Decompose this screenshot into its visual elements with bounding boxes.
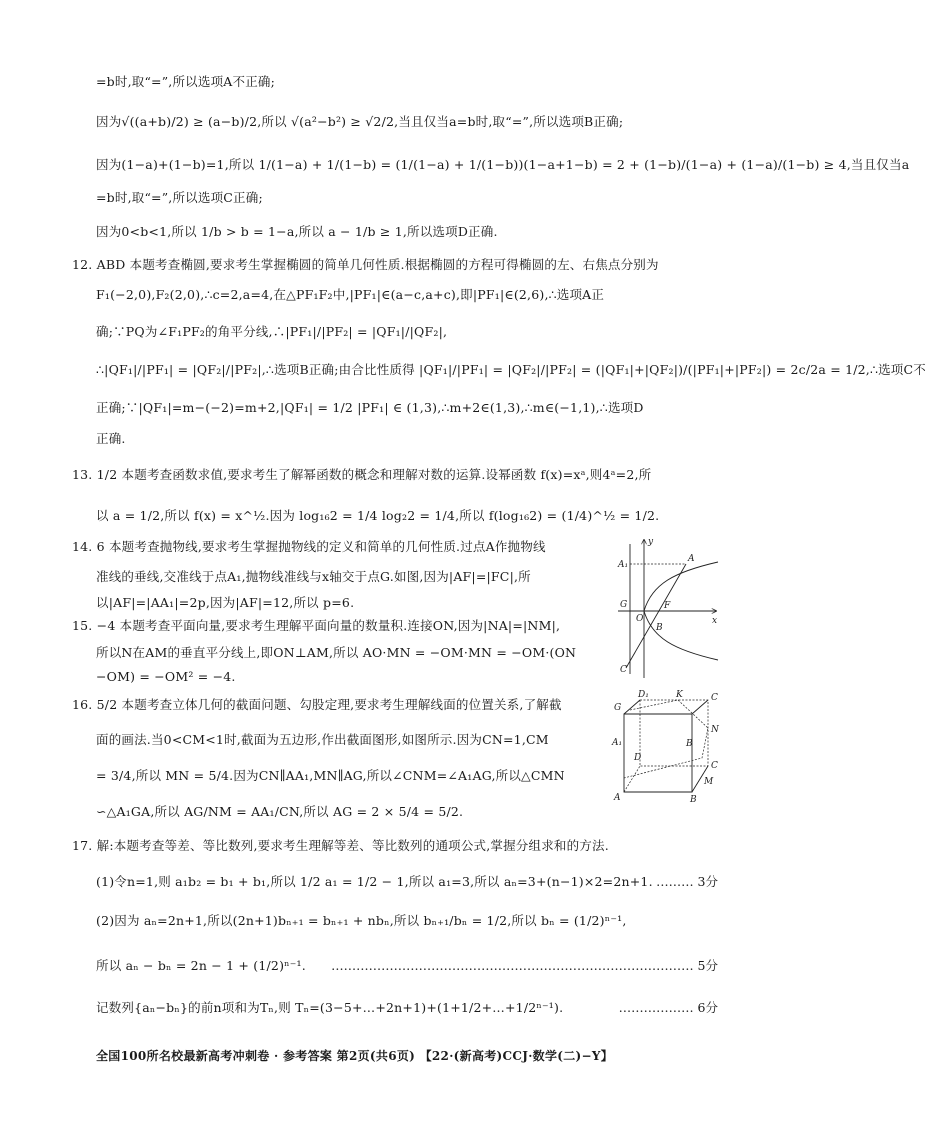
text-line: ∽△A₁GA,所以 AG/NM = AA₁/CN,所以 AG = 2 × 5/4 = 5/2. [96, 804, 464, 819]
text-line: 以|AF|=|AA₁|=2p,因为|AF|=12,所以 p=6. [96, 595, 355, 610]
score-mark: …………………………………………………………………………… 5分 [331, 958, 718, 973]
question-15-line: 15. −4 本题考查平面向量,要求考生理解平面向量的数量积.连接ON,因为|NA|=|NM|, [72, 618, 561, 633]
text-line: −OM) = −OM² = −4. [96, 669, 236, 684]
label-K: K [676, 690, 683, 700]
text-line: 面的画法.当0<CM<1时,截面为五边形,作出截面图形,如图所示.因为CN=1,CM [96, 732, 549, 747]
label-A1: A₁ [612, 738, 623, 748]
score-mark: ……………… 6分 [618, 1000, 718, 1015]
text-line: (1)令n=1,则 a₁b₂ = b₁ + b₁,所以 1/2 a₁ = 1/2 − 1,所以 a₁=3,所以 aₙ=3+(n−1)×2=2n+1. [96, 874, 653, 889]
label-D1: D₁ [638, 690, 649, 700]
label-M: M [704, 777, 714, 787]
label-N: N [711, 725, 719, 735]
score-mark: ……… 3分 [656, 874, 718, 889]
label-C: C [620, 665, 627, 675]
text-line: 正确;∵|QF₁|=m−(−2)=m+2,|QF₁| = 1/2 |PF₁| ∈ (1,3),∴m+2∈(1,3),∴m∈(−1,1),∴选项D [96, 400, 644, 415]
question-14-line: 14. 6 本题考查抛物线,要求考生掌握抛物线的定义和简单的几何性质.过点A作抛物线 [72, 539, 546, 554]
label-G: G [614, 703, 622, 713]
question-12-line: 12. ABD 本题考查椭圆,要求考生掌握椭圆的简单几何性质.根据椭圆的方程可得椭圆的左、右焦点分别为 [72, 257, 659, 272]
text-line: 因为0<b<1,所以 1/b > b = 1−a,所以 a − 1/b ≥ 1,所以选项D正确. [96, 224, 498, 239]
label-B1: B [686, 739, 693, 749]
text-line: 所以N在AM的垂直平分线上,即ON⊥AM,所以 AO·MN = −OM·MN = −OM·(ON [96, 645, 577, 660]
text-line: F₁(−2,0),F₂(2,0),∴c=2,a=4,在△PF₁F₂中,|PF₁|∈(a−c,a+c),即|PF₁|∈(2,6),∴选项A正 [96, 287, 605, 302]
label-C: C [711, 761, 718, 771]
label-C1: C [711, 693, 718, 703]
text-line: 确;∵PQ为∠F₁PF₂的角平分线,∴|PF₁|/|PF₂| = |QF₁|/|QF₂|, [96, 324, 448, 339]
text-line: (2)因为 aₙ=2n+1,所以(2n+1)bₙ₊₁ = bₙ₊₁ + nbₙ,所以 bₙ₊₁/bₙ = 1/2,所以 bₙ = (1/2)ⁿ⁻¹, [96, 913, 627, 928]
label-A1: A₁ [618, 560, 629, 570]
label-B: B [656, 623, 663, 633]
parabola-curve [644, 562, 718, 611]
label-F: F [664, 601, 671, 611]
label-D: D [634, 753, 642, 763]
label-G: G [620, 600, 628, 610]
label-y: y [648, 537, 654, 547]
question-13-line: 13. 1/2 本题考查函数求值,要求考生了解幂函数的概念和理解对数的运算.设幂函数 f(x)=xᵃ,则4ᵃ=2,所 [72, 467, 652, 482]
text-line: =b时,取“=”,所以选项C正确; [96, 190, 263, 205]
text-line: 以 a = 1/2,所以 f(x) = x^½.因为 log₁₆2 = 1/4 log₂2 = 1/4,所以 f(log₁₆2) = (1/4)^½ = 1/2. [96, 508, 660, 523]
parabola-figure [612, 536, 724, 680]
label-B: B [690, 795, 697, 805]
question-16-line: 16. 5/2 本题考查立体几何的截面问题、勾股定理,要求考生理解线面的位置关系,了解截 [72, 697, 562, 712]
text-line: 记数列{aₙ−bₙ}的前n项和为Tₙ,则 Tₙ=(3−5+…+2n+1)+(1+1/2+…+1/2ⁿ⁻¹). [96, 1000, 564, 1015]
cube-back-face [640, 700, 708, 766]
text-line: ∴|QF₁|/|PF₁| = |QF₂|/|PF₂|,∴选项B正确;由合比性质得 |QF₁|/|PF₁| = |QF₂|/|PF₂| = (|QF₁|+|QF₂|)/(|PF₁|+|PF₂|) = 2c/2a = 1/2,∴选项C不 [96, 362, 926, 377]
label-A: A [688, 554, 695, 564]
text-line: =b时,取“=”,所以选项A不正确; [96, 74, 276, 89]
text-line: = 3/4,所以 MN = 5/4.因为CN∥AA₁,MN∥AG,所以∠CNM=∠A₁AG,所以△CMN [96, 768, 565, 783]
text-line: 正确. [96, 431, 126, 446]
page-footer: 全国100所名校最新高考冲刺卷 · 参考答案 第2页(共6页) 【22·(新高考)CCJ·数学(二)−Y】 [96, 1049, 614, 1063]
cube-section-figure [612, 688, 724, 804]
question-17-line: 17. 解:本题考查等差、等比数列,要求考生理解等差、等比数列的通项公式,掌握分组求和的方法. [72, 838, 609, 853]
label-A: A [614, 793, 621, 803]
label-x: x [712, 616, 718, 626]
text-line: 因为(1−a)+(1−b)=1,所以 1/(1−a) + 1/(1−b) = (1/(1−a) + 1/(1−b))(1−a+1−b) = 2 + (1−b)/(1−a) + (1−a)/(1−b) ≥ 4,当且仅当a [96, 157, 910, 172]
text-line: 因为√((a+b)/2) ≥ (a−b)/2,所以 √(a²−b²) ≥ √2/2,当且仅当a=b时,取“=”,所以选项B正确; [96, 114, 624, 129]
text-line: 准线的垂线,交准线于点A₁,抛物线准线与x轴交于点G.如图,因为|AF|=|FC|,所 [96, 569, 531, 584]
label-O: O [636, 614, 644, 624]
focal-chord [626, 564, 686, 668]
text-line: 所以 aₙ − bₙ = 2n − 1 + (1/2)ⁿ⁻¹. [96, 958, 306, 973]
